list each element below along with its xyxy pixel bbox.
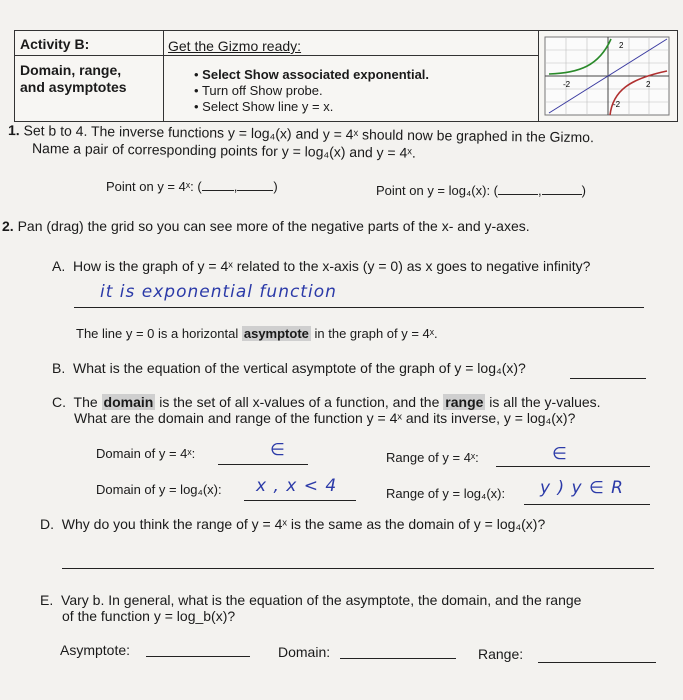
- q2a-asymptote-note: The line y = 0 is a horizontal asymptote in the graph of y = 4ˣ.: [76, 326, 438, 341]
- graph-label-yneg2: -2: [613, 100, 621, 109]
- q1-line1: 1. Set b to 4. The inverse functions y = log₄(x) and y = 4ˣ should now be graphed in the Gizmo.: [7, 122, 595, 146]
- q2b-question: B. What is the equation of the vertical asymptote of the graph of y = log₄(x)?: [52, 360, 526, 376]
- activity-subtitle-1: Domain, range,: [20, 62, 122, 78]
- domain-log-answer[interactable]: x , x < 4: [256, 476, 338, 496]
- range-label: Range:: [478, 646, 524, 662]
- asymptote-label: Asymptote:: [60, 642, 131, 658]
- q2-text: 2. Pan (drag) the grid so you can see more of the negative parts of the x- and y-axes.: [2, 218, 530, 234]
- domain-exp-line: [218, 464, 308, 465]
- range-log-line: [524, 504, 650, 505]
- header-divider: [163, 55, 539, 56]
- activity-subtitle-2: and asymptotes: [20, 79, 127, 95]
- domain-answer-line[interactable]: [340, 658, 456, 659]
- gizmo-graph-cell: [538, 31, 677, 121]
- range-exp-line: [496, 466, 650, 467]
- q2c-line2: What are the domain and range of the function y = 4ˣ and its inverse, y = log₄(x)?: [74, 410, 576, 426]
- q2e-line1: E. Vary b. In general, what is the equation of the asymptote, the domain, and the range: [40, 592, 582, 608]
- header-divider: [15, 55, 163, 56]
- graph-label-x2: 2: [646, 80, 651, 89]
- gizmo-thumbnail-graph: [539, 31, 675, 120]
- q2c-line1: C. The domain is the set of all x-values of a function, and the range is all the y-values.: [52, 394, 601, 410]
- q2d-question: D. Why do you think the range of y = 4ˣ is the same as the domain of y = log₄(x)?: [40, 516, 546, 532]
- gizmo-instructions-title: Get the Gizmo ready:: [168, 38, 302, 54]
- q2a-question: A. How is the graph of y = 4ˣ related to the x-axis (y = 0) as x goes to negative infinity?: [52, 258, 591, 274]
- gizmo-step-3: • Select Show line y = x.: [194, 99, 334, 114]
- q1-exp-x-blank[interactable]: [202, 178, 234, 191]
- range-log-answer[interactable]: y ) y ∈ R: [540, 478, 624, 498]
- q1-line2: Name a pair of corresponding points for y = log₄(x) and y = 4ˣ.: [31, 140, 416, 161]
- q1-point-log: Point on y = log₄(x): ( , ): [376, 183, 586, 198]
- graph-label-xneg2: -2: [563, 80, 571, 89]
- graph-label-y2: 2: [619, 41, 624, 50]
- activity-title: Activity B:: [20, 36, 90, 52]
- q1-log-x-blank[interactable]: [498, 182, 538, 195]
- q1-exp-y-blank[interactable]: [237, 178, 273, 191]
- domain-log-label: Domain of y = log₄(x):: [96, 482, 222, 497]
- range-exp-answer[interactable]: ∈: [552, 444, 568, 464]
- domain-exp-answer[interactable]: ∈: [270, 440, 286, 460]
- q1-log-y-blank[interactable]: [542, 182, 582, 195]
- gizmo-step-2: • Turn off Show probe.: [194, 83, 323, 98]
- q2a-answer-line: [74, 307, 644, 308]
- asymptote-answer-line[interactable]: [146, 656, 250, 657]
- q2b-answer-line[interactable]: [570, 378, 646, 379]
- domain-label: Domain:: [278, 644, 331, 660]
- q2a-handwritten-answer[interactable]: it is exponential function: [100, 282, 337, 302]
- range-log-label: Range of y = log₄(x):: [386, 486, 506, 501]
- domain-log-line: [244, 500, 356, 501]
- range-answer-line[interactable]: [538, 662, 656, 663]
- q2d-answer-line[interactable]: [62, 568, 654, 569]
- domain-exp-label: Domain of y = 4ˣ:: [96, 446, 196, 461]
- q2e-line2: of the function y = log_b(x)?: [62, 608, 236, 624]
- range-exp-label: Range of y = 4ˣ:: [386, 450, 479, 465]
- gizmo-step-1: • Select Show associated exponential.: [194, 67, 430, 82]
- q1-point-exp: Point on y = 4ˣ: ( , ): [106, 179, 278, 194]
